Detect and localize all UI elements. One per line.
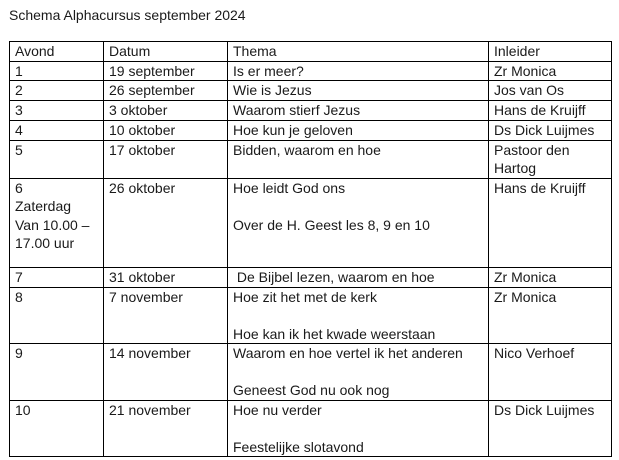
cell-text: 4 [15, 121, 23, 138]
cell-text: 26 oktober [109, 179, 176, 196]
cell-avond [10, 120, 104, 140]
cell-text: Nico Verhoef [494, 345, 575, 361]
cell-text: Hoe zit het met de kerk [233, 288, 377, 305]
cell-text: 21 november [109, 401, 191, 418]
cell-text [233, 306, 484, 325]
table-row [10, 287, 612, 344]
table-row [10, 267, 612, 287]
cell-datum [104, 178, 228, 267]
cell-text [233, 363, 484, 382]
table-row [10, 61, 612, 81]
cell-text: 6 [15, 179, 23, 196]
cell-text: 2 [15, 82, 23, 98]
cell-text: Zr Monica [494, 268, 557, 285]
cell-inleider [489, 101, 612, 121]
cell-text: 31 oktober [109, 268, 176, 285]
cell-datum [104, 81, 228, 101]
table-row [10, 344, 612, 401]
cell-avond [10, 178, 104, 267]
cell-text: Wie is Jezus [233, 82, 312, 98]
cell-text: Zr Monica [494, 62, 557, 79]
cell-avond [10, 61, 104, 81]
cell-inleider [489, 400, 612, 457]
cell-datum [104, 287, 228, 344]
cell-thema [228, 120, 489, 140]
cell-text [233, 197, 484, 216]
cell-text: 3 [15, 102, 23, 118]
cell-text: 26 september [109, 82, 195, 98]
cell-inleider [489, 344, 612, 401]
cell-text: 17 oktober [109, 141, 176, 158]
cell-avond [10, 101, 104, 121]
cell-text: Hoe leidt God ons [233, 179, 346, 196]
schedule-table [9, 41, 612, 457]
cell-datum [104, 344, 228, 401]
cell-text: Hans de Kruijff [494, 179, 586, 196]
cell-text: 14 november [109, 345, 191, 361]
column-header-avond: Avond [10, 42, 104, 62]
cell-text: Is er meer? [233, 62, 304, 79]
cell-datum [104, 61, 228, 81]
cell-inleider [489, 140, 612, 178]
cell-text: Van 10.00 – [15, 216, 90, 233]
table-row [10, 120, 612, 140]
cell-text: Jos van Os [494, 82, 565, 98]
cell-text: 5 [15, 141, 23, 158]
cell-text: 10 oktober [109, 121, 176, 138]
cell-text: Waarom stierf Jezus [233, 102, 361, 118]
cell-text: 10 [15, 401, 31, 418]
page-title: Schema Alphacursus september 2024 [9, 7, 246, 23]
table-row [10, 400, 612, 457]
column-header-datum: Datum [104, 42, 228, 62]
cell-thema [228, 287, 489, 344]
cell-inleider [489, 81, 612, 101]
cell-text: Zaterdag [15, 198, 72, 214]
cell-datum [104, 101, 228, 121]
table-row [10, 101, 612, 121]
cell-text: 17.00 uur [15, 235, 75, 251]
column-header-thema: Thema [228, 42, 489, 62]
cell-avond [10, 287, 104, 344]
cell-text: De Bijbel lezen, waarom en hoe [233, 268, 435, 285]
cell-thema [228, 81, 489, 101]
cell-text: Hoe kun je geloven [233, 121, 353, 138]
cell-text: 3 oktober [109, 102, 168, 118]
header-row [10, 42, 612, 62]
column-header-inleider: Inleider [489, 42, 612, 62]
cell-avond [10, 81, 104, 101]
cell-avond [10, 140, 104, 178]
cell-datum [104, 120, 228, 140]
cell-text: Pastoor den Hartog [494, 141, 570, 176]
cell-thema [228, 101, 489, 121]
cell-text: Geneest God nu ook nog [233, 382, 390, 398]
cell-inleider [489, 178, 612, 267]
cell-thema [228, 267, 489, 287]
cell-text: Feestelijke slotavond [233, 438, 364, 455]
cell-inleider [489, 267, 612, 287]
cell-datum [104, 400, 228, 457]
cell-text: Bidden, waarom en hoe [233, 141, 381, 158]
cell-thema [228, 178, 489, 267]
cell-datum [104, 267, 228, 287]
cell-thema [228, 61, 489, 81]
cell-text: Zr Monica [494, 288, 557, 305]
cell-inleider [489, 287, 612, 344]
cell-text: Over de H. Geest les 8, 9 en 10 [233, 216, 430, 233]
cell-text: Hans de Kruijff [494, 102, 586, 118]
cell-thema [228, 400, 489, 457]
table-row [10, 81, 612, 101]
cell-text: 1 [15, 62, 23, 79]
cell-text [233, 419, 484, 438]
cell-text: 7 [15, 268, 23, 285]
table-row [10, 140, 612, 178]
cell-datum [104, 140, 228, 178]
cell-inleider [489, 120, 612, 140]
cell-text: 19 september [109, 62, 195, 79]
cell-text: 9 [15, 345, 23, 361]
cell-avond [10, 400, 104, 457]
cell-text: Ds Dick Luijmes [494, 401, 595, 418]
cell-text: Hoe nu verder [233, 401, 322, 418]
cell-text: 8 [15, 288, 23, 305]
cell-avond [10, 267, 104, 287]
cell-inleider [489, 61, 612, 81]
cell-text: Waarom en hoe vertel ik het anderen [233, 345, 463, 361]
cell-avond [10, 344, 104, 401]
cell-text: Ds Dick Luijmes [494, 121, 595, 138]
cell-thema [228, 140, 489, 178]
cell-text: 7 november [109, 288, 183, 305]
cell-thema [228, 344, 489, 401]
table-row [10, 178, 612, 267]
cell-text: Hoe kan ik het kwade weerstaan [233, 325, 436, 342]
